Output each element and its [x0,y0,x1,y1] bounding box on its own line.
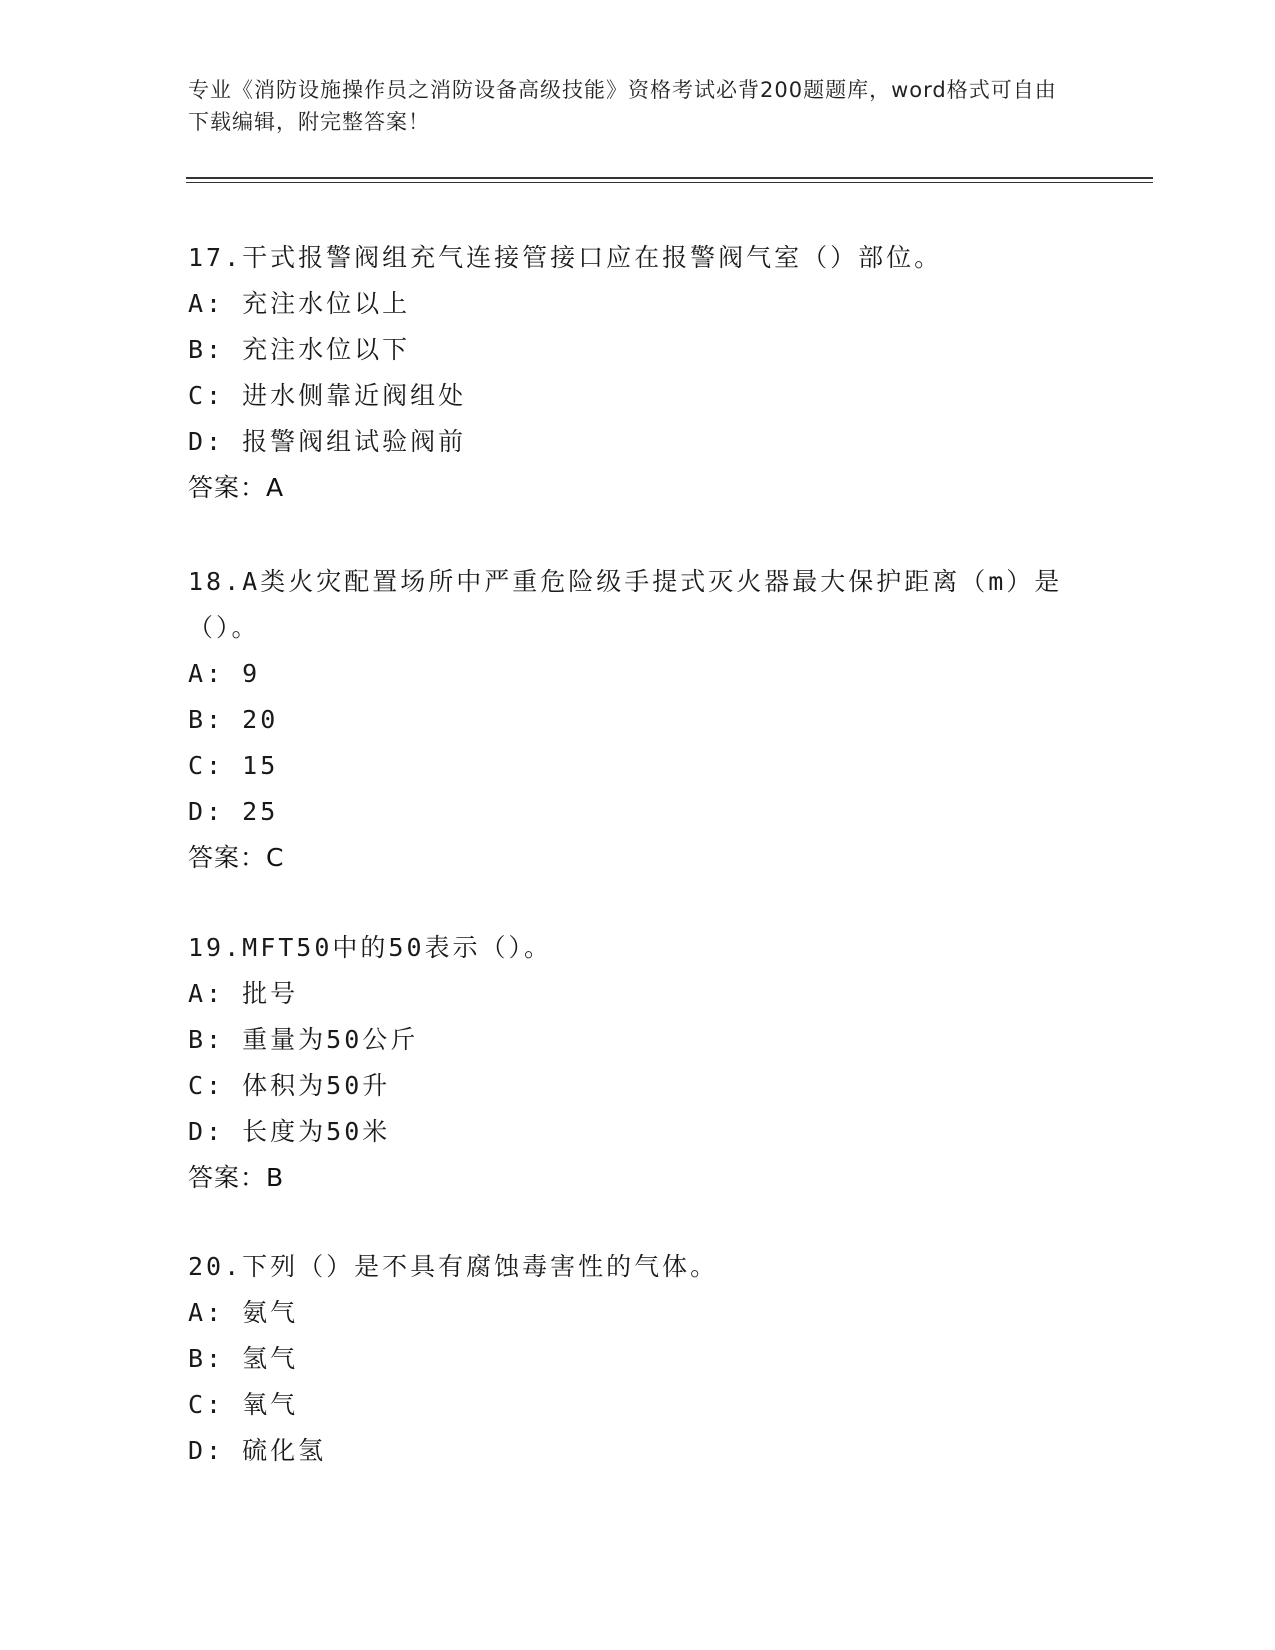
option-a: A: 9 [188,659,261,688]
option-d: D: 长度为50米 [188,1117,391,1146]
option-c: C: 进水侧靠近阀组处 [188,381,467,410]
option-a: A: 批号 [188,979,299,1008]
option-b: B: 氢气 [188,1344,299,1373]
option-b: B: 充注水位以下 [188,335,411,364]
option-a: A: 充注水位以上 [188,289,411,318]
option-d: D: 硫化氢 [188,1436,327,1465]
question-stem: 20.下列（）是不具有腐蚀毒害性的气体。 [188,1252,719,1281]
option-c: C: 15 [188,751,279,780]
header-divider-thin [186,182,1153,183]
document-header: 专业《消防设施操作员之消防设备高级技能》资格考试必背200题题库，word格式可自由下载编辑，附完整答案！ [188,78,1057,134]
option-a: A: 氨气 [188,1298,299,1327]
question-stem: 17.干式报警阀组充气连接管接口应在报警阀气室（）部位。 [188,243,943,272]
option-d: D: 25 [188,797,279,826]
option-c: C: 体积为50升 [188,1071,391,1100]
option-b: B: 20 [188,705,279,734]
question-20 [188,1244,1088,1474]
question-17 [188,235,1088,511]
option-c: C: 氧气 [188,1390,299,1419]
question-stem: 19.MFT50中的50表示（）。 [188,933,553,962]
answer-line: 答案：B [188,1163,285,1192]
option-d: D: 报警阀组试验阀前 [188,427,467,456]
question-stem: 18.A类火灾配置场所中严重危险级手提式灭火器最大保护距离（m）是（）。 [188,567,1063,642]
question-18 [188,559,1088,881]
answer-line: 答案：A [188,473,285,502]
header-divider-thick [186,177,1153,179]
option-b: B: 重量为50公斤 [188,1025,419,1054]
answer-line: 答案：C [188,843,285,872]
question-19 [188,925,1088,1201]
